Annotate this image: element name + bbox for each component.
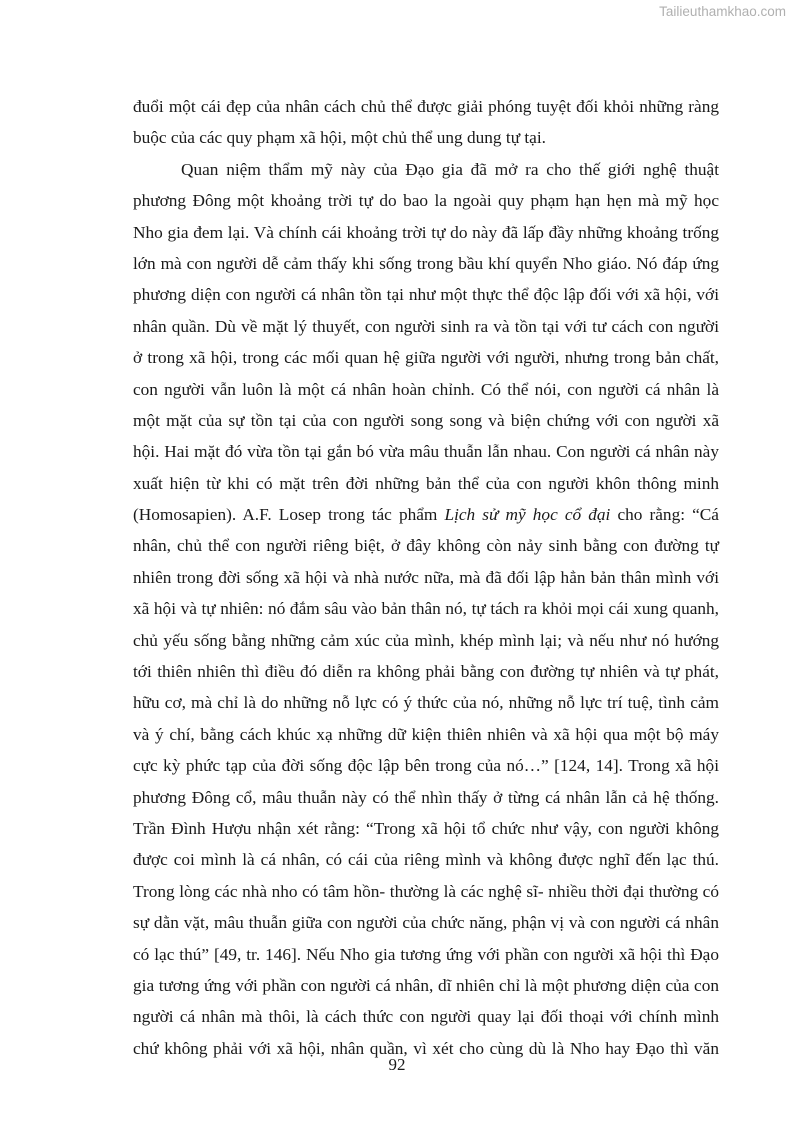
text-run: cho rằng: “Cá	[610, 505, 719, 525]
page-number: 92	[388, 1055, 406, 1074]
text-line: hữu cơ, mà chỉ là do những nỗ lực có ý thức của nó, những nỗ lực trí tuệ, tình cảm	[133, 693, 719, 713]
text-line	[133, 499, 719, 530]
text-line: nhân quần. Dù về mặt lý thuyết, con người sinh ra và tồn tại với tư cách con người	[133, 316, 719, 336]
watermark-text: Tailieuthamkhao.com	[659, 4, 786, 19]
text-line: người cá nhân mà thôi, là cách thức con người quay lại đối thoại với chính mình	[133, 1007, 719, 1027]
text-line: gia tương ứng với phần con người cá nhân, dĩ nhiên chỉ là một phương diện của con	[133, 975, 719, 995]
text-line: xuất hiện từ khi có mặt trên đời những bản thể của con người khôn thông minh	[133, 473, 719, 493]
text-line: chứ không phải với xã hội, nhân quần, vì xét cho cùng dù là Nho hay Đạo thì văn	[133, 1038, 719, 1058]
text-line: lớn mà con người dễ cảm thấy khi sống trong bầu khí quyển Nho giáo. Nó đáp ứng	[133, 253, 719, 273]
text-line: có lạc thú” [49, tr. 146]. Nếu Nho gia tương ứng với phần con người xã hội thì Đạo	[133, 944, 719, 964]
text-line: con người vẫn luôn là một cá nhân hoàn chỉnh. Có thể nói, con người cá nhân là	[133, 379, 719, 399]
text-line: nhiên trong đời sống xã hội và nhà nước nữa, mà đã đối lập hẳn bản thân mình với	[133, 567, 719, 587]
text-line: Nho gia đem lại. Và chính cái khoảng trời tự do này đã lấp đầy những khoảng trống	[133, 222, 719, 242]
text-line: buộc của các quy phạm xã hội, một chủ thể ung dung tự tại.	[133, 128, 546, 148]
text-line: Trong lòng các nhà nho có tâm hồn- thường là các nghệ sĩ- nhiều thời đại thường có	[133, 881, 719, 901]
text-line: ở trong xã hội, trong các mối quan hệ giữa người với người, nhưng trong bản chất,	[133, 348, 719, 368]
text-line: phương Đông một khoảng trời tự do bao la ngoài quy phạm hạn hẹn mà mỹ học	[133, 191, 719, 211]
text-line: cực kỳ phức tạp của đời sống độc lập bên trong của nó…” [124, 14]. Trong xã hội	[133, 756, 719, 776]
text-line: phương Đông cổ, mâu thuẫn này có thể nhìn thấy ở từng cá nhân lẫn cả hệ thống.	[133, 787, 719, 807]
text-run: (Homosapien). A.F. Losep trong tác phẩm	[133, 505, 445, 525]
text-line: Quan niệm thẩm mỹ này của Đạo gia đã mở ra cho thế giới nghệ thuật	[181, 159, 719, 179]
text-line: đuổi một cái đẹp của nhân cách chủ thể được giải phóng tuyệt đối khỏi những ràng	[133, 97, 719, 116]
text-line: và ý chí, bằng cách khúc xạ những dữ kiện thiên nhiên và xã hội qua một bộ máy	[133, 724, 719, 744]
text-line: chủ yếu sống bằng những cảm xúc của mình, khép mình lại; và nếu như nó hướng	[133, 630, 719, 650]
text-line: một mặt của sự tồn tại của con người song song và biện chứng với con người xã	[133, 410, 719, 430]
text-line: phương diện con người cá nhân tồn tại như một thực thể độc lập đối với xã hội, với	[133, 285, 719, 305]
body-text	[133, 91, 719, 1064]
text-line: sự dằn vặt, mâu thuẫn giữa con người của chức năng, phận vị và con người cá nhân	[133, 913, 719, 933]
text-line: được coi mình là cá nhân, có cái của riêng mình và không được nghĩ đến lạc thú.	[133, 850, 719, 870]
text-line: nhân, chủ thể con người riêng biệt, ở đây không còn nảy sinh bằng con đường tự	[133, 536, 719, 556]
text-line: tới thiên nhiên thì điều đó diễn ra không phải bằng con đường tự nhiên và tự phát,	[133, 662, 719, 682]
book-title: Lịch sử mỹ học cổ đại	[444, 505, 611, 525]
text-line: Trần Đình Hượu nhận xét rằng: “Trong xã hội tổ chức như vậy, con người không	[133, 818, 719, 838]
text-line: xã hội và tự nhiên: nó đắm sâu vào bản thân nó, tự tách ra khỏi mọi cái xung quanh,	[133, 599, 719, 619]
text-line: hội. Hai mặt đó vừa tồn tại gắn bó vừa mâu thuẫn lẫn nhau. Con người cá nhân này	[133, 442, 719, 462]
